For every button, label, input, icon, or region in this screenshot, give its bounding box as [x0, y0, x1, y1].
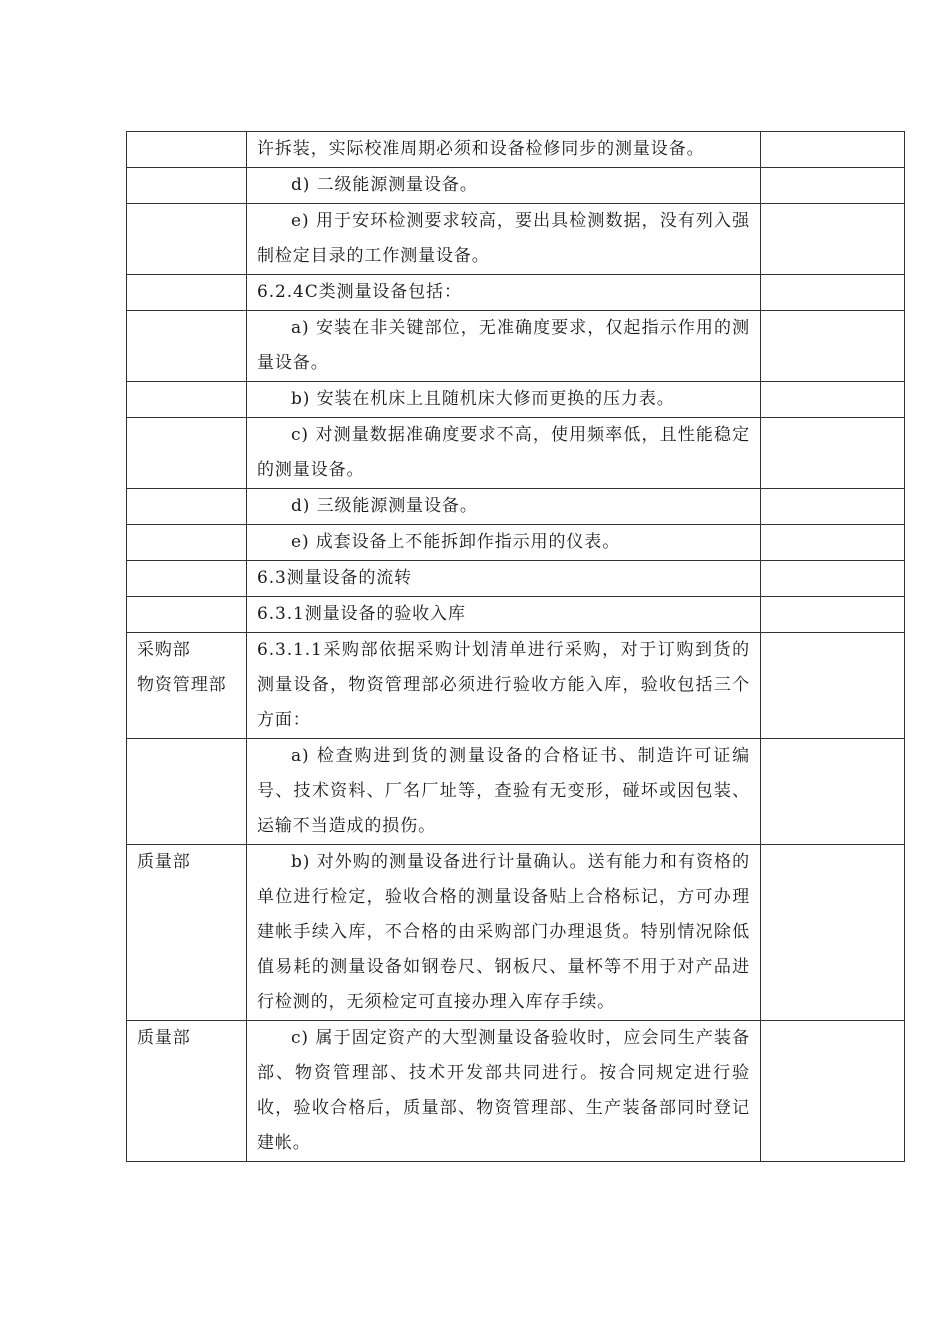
remarks-cell: [761, 525, 905, 561]
table-row: [127, 132, 905, 168]
remarks-cell: [761, 561, 905, 597]
remarks-cell: [761, 204, 905, 275]
content-cell: c) 对测量数据准确度要求不高，使用频率低，且性能稳定的测量设备。: [247, 418, 761, 489]
content-cell: 6.2.4C类测量设备包括：: [247, 275, 761, 311]
content-cell: 6.3测量设备的流转: [247, 561, 761, 597]
table-row: [127, 382, 905, 418]
remarks-cell: [761, 489, 905, 525]
content-cell: a) 安装在非关键部位，无准确度要求，仅起指示作用的测量设备。: [247, 311, 761, 382]
department-cell: [127, 275, 247, 311]
department-cell: [127, 168, 247, 204]
department-cell: [127, 204, 247, 275]
department-cell: 采购部 物资管理部: [127, 633, 247, 739]
department-cell: [127, 132, 247, 168]
content-cell: e) 成套设备上不能拆卸作指示用的仪表。: [247, 525, 761, 561]
department-cell: [127, 739, 247, 845]
remarks-cell: [761, 739, 905, 845]
remarks-cell: [761, 311, 905, 382]
remarks-cell: [761, 1021, 905, 1162]
remarks-cell: [761, 168, 905, 204]
content-cell: a) 检查购进到货的测量设备的合格证书、制造许可证编号、技术资料、厂名厂址等，查验有无变形，碰坏或因包装、运输不当造成的损伤。: [247, 739, 761, 845]
content-cell: 6.3.1.1采购部依据采购计划清单进行采购，对于订购到货的测量设备，物资管理部必须进行验收方能入库，验收包括三个方面：: [247, 633, 761, 739]
table-row: [127, 204, 905, 275]
remarks-cell: [761, 275, 905, 311]
department-cell: [127, 561, 247, 597]
content-cell: d) 三级能源测量设备。: [247, 489, 761, 525]
table-row: [127, 1021, 905, 1162]
table-row: [127, 311, 905, 382]
department-cell: [127, 311, 247, 382]
table-row: [127, 275, 905, 311]
content-cell: b) 安装在机床上且随机床大修而更换的压力表。: [247, 382, 761, 418]
remarks-cell: [761, 418, 905, 489]
table-row: [127, 597, 905, 633]
department-cell: 质量部: [127, 845, 247, 1021]
remarks-cell: [761, 382, 905, 418]
table-row: [127, 168, 905, 204]
department-cell: [127, 489, 247, 525]
department-cell: [127, 382, 247, 418]
table-row: [127, 561, 905, 597]
department-cell: [127, 418, 247, 489]
remarks-cell: [761, 845, 905, 1021]
table-row: [127, 845, 905, 1021]
procedure-table: [126, 131, 905, 1162]
content-cell: d) 二级能源测量设备。: [247, 168, 761, 204]
table-row: [127, 525, 905, 561]
remarks-cell: [761, 132, 905, 168]
table-row: [127, 418, 905, 489]
table-row: [127, 633, 905, 739]
department-cell: [127, 525, 247, 561]
content-cell: 6.3.1测量设备的验收入库: [247, 597, 761, 633]
table-row: [127, 489, 905, 525]
content-cell: 许拆装，实际校准周期必须和设备检修同步的测量设备。: [247, 132, 761, 168]
table-row: [127, 739, 905, 845]
remarks-cell: [761, 633, 905, 739]
content-cell: b) 对外购的测量设备进行计量确认。送有能力和有资格的单位进行检定，验收合格的测量设备贴上合格标记，方可办理建帐手续入库，不合格的由采购部门办理退货。特别情况除低值易耗的测量设备如钢卷尺、钢板尺、量杯等不用于对产品进行检测的，无须检定可直接办理入库存手续。: [247, 845, 761, 1021]
remarks-cell: [761, 597, 905, 633]
content-cell: e) 用于安环检测要求较高，要出具检测数据，没有列入强制检定目录的工作测量设备。: [247, 204, 761, 275]
content-cell: c) 属于固定资产的大型测量设备验收时，应会同生产装备部、物资管理部、技术开发部共同进行。按合同规定进行验收，验收合格后，质量部、物资管理部、生产装备部同时登记建帐。: [247, 1021, 761, 1162]
department-cell: 质量部: [127, 1021, 247, 1162]
department-cell: [127, 597, 247, 633]
